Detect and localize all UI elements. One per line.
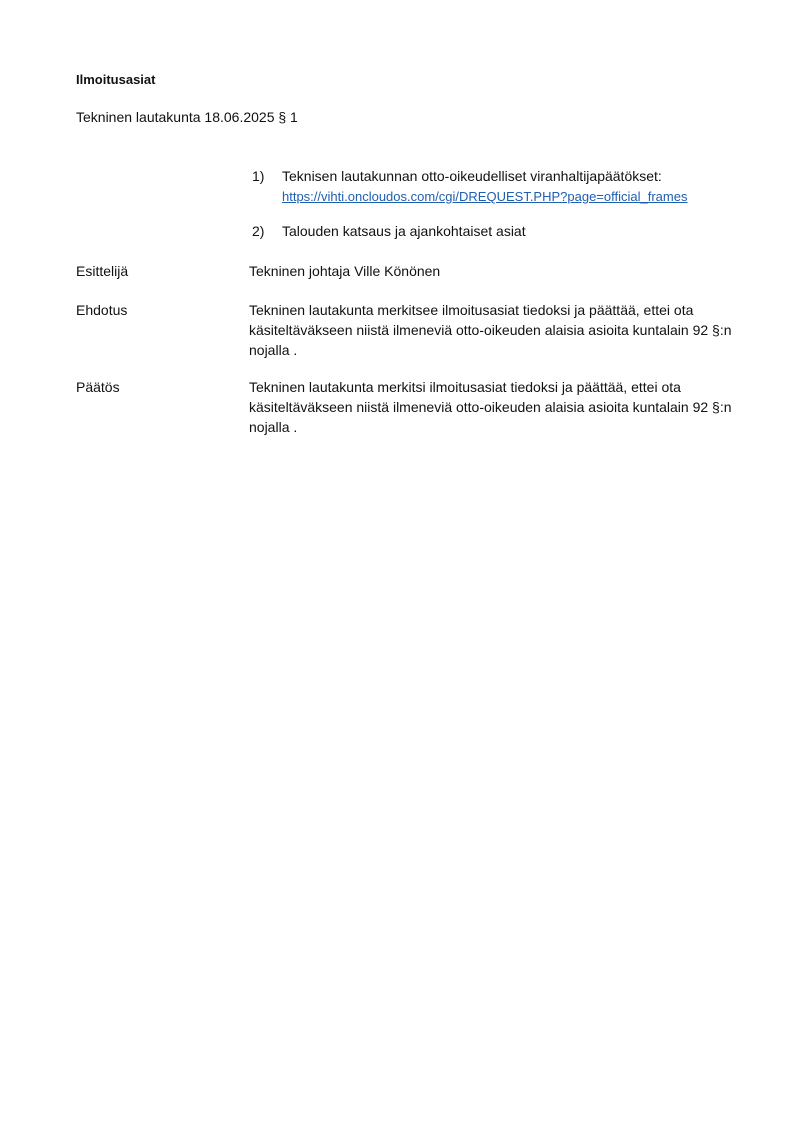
decision-row: [76, 377, 746, 437]
document-heading: Ilmoitusasiat: [76, 72, 156, 87]
list-item-number: 2): [252, 223, 265, 239]
presenter-label: Esittelijä: [76, 263, 129, 279]
proposal-text: Tekninen lautakunta merkitsee ilmoitusasiat tiedoksi ja päättää, ettei ota käsiteltäväkseen niistä ilmeneviä otto-oikeuden alaisia asioita kuntalain 92 §:n nojalla .: [249, 302, 732, 358]
proposal-row: [76, 300, 746, 360]
list-item-text: Teknisen lautakunnan otto-oikeudelliset viranhaltijapäätökset:: [282, 168, 662, 184]
list-item-number: 1): [252, 168, 265, 184]
list-item: [252, 166, 732, 207]
decision-label: Päätös: [76, 379, 120, 395]
list-item-body: [282, 166, 732, 207]
presenter-text: Tekninen johtaja Ville Könönen: [249, 263, 441, 279]
decision-text: Tekninen lautakunta merkitsi ilmoitusasiat tiedoksi ja päättää, ettei ota käsiteltäväkseen niistä ilmeneviä otto-oikeuden alaisia asioita kuntalain 92 §:n nojalla .: [249, 379, 732, 435]
presenter-row: [76, 261, 746, 281]
list-item: [252, 221, 732, 241]
notice-list: [252, 166, 732, 255]
proposal-label: Ehdotus: [76, 302, 128, 318]
list-item-text: Talouden katsaus ja ajankohtaiset asiat: [282, 223, 526, 239]
meeting-reference: Tekninen lautakunta 18.06.2025 § 1: [76, 109, 298, 125]
decisions-link[interactable]: https://vihti.oncloudos.com/cgi/DREQUEST.PHP?page=official_frames: [282, 189, 688, 204]
list-item-body: [282, 221, 732, 241]
